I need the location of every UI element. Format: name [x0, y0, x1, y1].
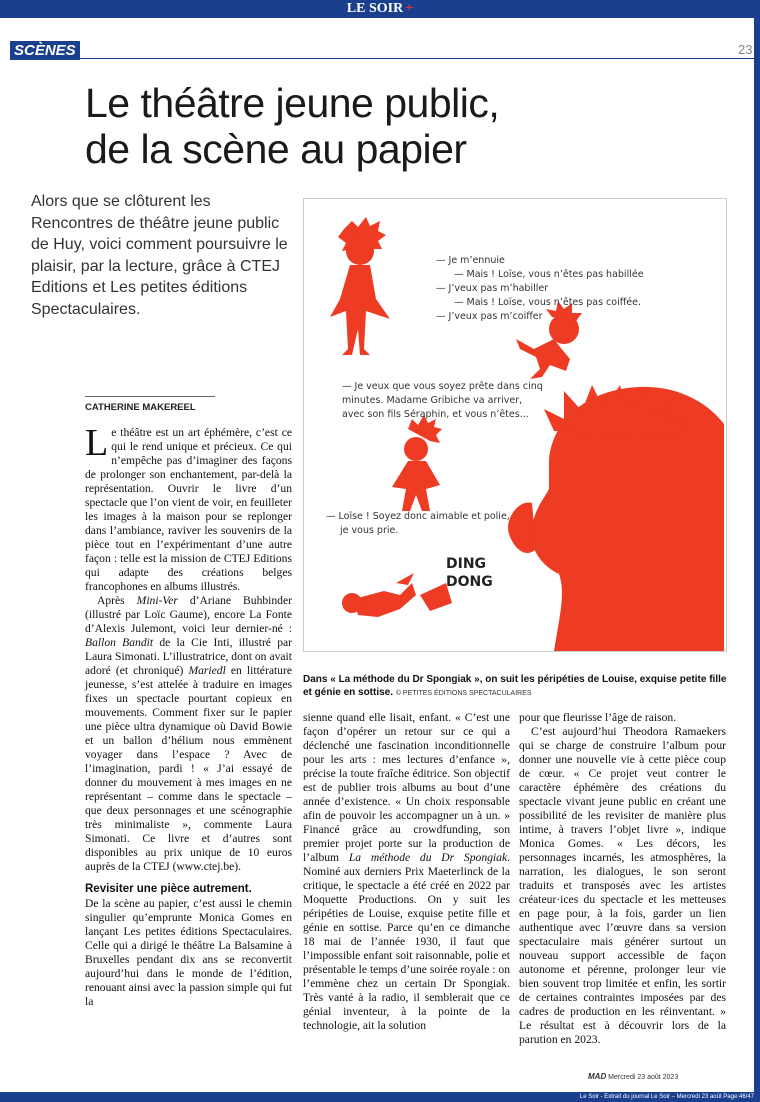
dialog-line: — J’veux pas m’coiffer	[436, 311, 543, 322]
issue-date: Mercredi 23 août 2023	[608, 1074, 679, 1081]
magazine-footer	[588, 1072, 678, 1081]
dialog-line: — J’veux pas m’habiller	[436, 283, 549, 294]
paragraph: sienne quand elle lisait, enfant. « C’est une façon d’opérer un retour sur ce qui a déclenché une fascination inconditionnelle pour les arts : mes lectures d’enfance », précise la toute fraîche éditrice. Son objectif est de publier trois albums au bout d’une année d’existence. « Un choix responsable afin de pouvoir les accompagner un à un. » Financé grâce au crowdfunding, son premier projet porte sur la production de l’album La méthode du Dr Spongiak. Nominé aux derniers Prix Maeterlinck de la critique, le spectacle a été créé en 2022 par Moquette Productions. On y suit les péripéties de Louise, exquise petite fille et génie en sottise. Parce qu’en ce dimanche 18 mai de l’année 1930, il faut que l’impossible enfant soit raisonnable, polie et présentable le temps d’une soirée royale : on l’emmène chez un certain Dr Spongiak. Très vanté à la radio, il semblerait que ce génial inventeur, à la pointe de la technologie, ait la solution	[303, 711, 511, 1032]
title-line-1: Le théâtre jeune public,	[85, 80, 500, 126]
byline-rule	[85, 396, 215, 397]
girl-standing-figure	[330, 217, 390, 355]
caption-credit: © PETITES ÉDITIONS SPECTACULAIRES	[395, 690, 532, 697]
dialog-block-2	[342, 381, 543, 420]
dialog-block-1	[436, 255, 644, 322]
section-rule	[78, 58, 754, 59]
dialog-line: minutes. Madame Gribiche va arriver,	[342, 395, 523, 406]
dialog-line: — Je m’ennuie	[436, 255, 505, 266]
article-title	[85, 80, 705, 172]
article-illustration	[303, 198, 727, 652]
drop-cap: L	[85, 422, 109, 464]
subheading: Revisiter une pièce autrement.	[85, 883, 252, 895]
illustration-svg	[304, 199, 726, 651]
newspaper-brand: LE SOIR	[346, 1, 404, 16]
dialog-block-3	[326, 511, 510, 536]
sound-word: DING	[446, 556, 487, 572]
girl-falling-figure	[342, 573, 452, 617]
girl-posing-figure	[392, 415, 442, 511]
dialog-line: — Mais ! Loïse, vous n’êtes pas habillée	[454, 269, 644, 280]
article-column-1	[85, 422, 292, 1009]
caption-text: Dans « La méthode du Dr Spongiak », on suit les péripéties de Louise, exquise petite fille et génie en sottise.	[303, 674, 727, 698]
sound-effect	[446, 556, 493, 590]
plus-icon: +	[405, 1, 414, 16]
dialog-line: je vous prie.	[340, 525, 399, 536]
paragraph: De la scène au papier, c’est aussi le chemin singulier qu’emprunte Monica Gomes en lançant Les petites éditions Spectaculaires. Celle qui a dirigé le théâtre La Balsamine à Bruxelles pendant dix ans se reconvertit aujourd’hui dans le monde de l’édition, renouant ainsi avec la passion simple qui fut la	[85, 897, 292, 1008]
magazine-logo: MAD	[588, 1072, 607, 1081]
section-label: SCÈNES	[10, 41, 80, 60]
newspaper-page	[0, 18, 754, 1092]
newspaper-header-bar	[0, 0, 760, 18]
paragraph: Après Mini-Ver d’Ariane Buhbinder (illustré par Loïc Gaume), encore La Fonte d’Alexis Julemont, voici leur dernier-né : Ballon Bandit de la Cie Inti, illustré par Laura Simonati. L’illustratrice, dont on avait adoré (et chroniqué) Mariedl en littérature jeunesse, s’est attelée à traduire en images fixes un spectacle pourtant copieux en mouvements. Comment fixer sur le papier une pièce ultra dynamique où David Bowie et un ballon d’hélium nous emmènent voyager dans l’espace ? Avec de l’imagination, pardi ! « J’ai essayé de donner du mouvement à mes images en ne représentant – comme dans le spectacle – que deux personnages et une scénographie très minimaliste », commente Laura Simonati. Ce livre et d’autres sont disponibles au prix unique de 10 euros auprès de la CTEJ (www.ctej.be).	[85, 594, 292, 873]
sound-word: DONG	[446, 574, 493, 590]
paragraph: pour que fleurisse l’âge de raison.	[519, 711, 677, 724]
article-lead: Alors que se clôturent les Rencontres de théâtre jeune public de Huy, voici comment poursuivre le plaisir, par la lecture, grâce à CTEJ Editions et Les petites éditions Spectaculaires.	[31, 193, 288, 318]
byline: CATHERINE MAKEREEL	[85, 402, 196, 413]
footer-strip: Le Soir - Extrait du journal Le Soir – Mercredi 23 août Page:46/47	[0, 1092, 760, 1102]
paragraph: C’est aujourd’hui Theodora Ramaekers qui se charge de construire l’album pour donner une nouvelle vie à cette pièce coup de cœur. « Ce projet veut contrer le caractère éphémère des créations du spectacle vivant jeune public en créant une possibilité de les revisiter de manière plus intime, à travers l’objet livre », indique Monica Gomes. « Les décors, les personnages incarnés, les atmosphères, la narration, les dialogues, le son seront traduits et transposés avec les artistes créateur·ices du spectacle et les metteuses en page pour, à la fois, garder un lien authentique avec l’œuvre dans sa version spectaculaire mais générer surtout un nouveau support accessible de façon autonome et pérenne, prolonger leur vie bien souvent trop limitée et enfin, les sortir de certaines contraintes imposées par des cadres de production en les réinventant. » Le résultat est à découvrir lors de la parution en 2023.	[519, 725, 726, 1046]
title-line-2: de la scène au papier	[85, 126, 467, 172]
article-column-3	[519, 711, 726, 1047]
large-child-head-figure	[508, 385, 724, 651]
dialog-line: avec son fils Séraphin, et vous n’êtes...	[342, 409, 529, 420]
illustration-caption	[303, 673, 733, 700]
dialog-line: — Mais ! Loïse, vous n’êtes pas coiffée.	[454, 297, 641, 308]
dialog-line: — Loïse ! Soyez donc aimable et polie,	[326, 511, 510, 522]
article-column-2	[303, 711, 510, 1033]
paragraph: Le théâtre est un art éphémère, c’est ce qui le rend unique et précieux. Ce qui n’empêche pas d’imaginer des façons de prolonger son enchantement, par-delà la représentation. Ouvrir le livre d’un spectacle que l’on vient de voir, en feuilleter les images à la maison pour se replonger dans l’ambiance, raviver les souvenirs de la pièce tout en l’expérimentant d’une autre façon : telle est la mission de CTEJ Editions qui adapte des créations belges francophones en albums illustrés.	[85, 422, 292, 593]
page-number: 23	[738, 42, 753, 57]
dialog-line: — Je veux que vous soyez prête dans cinq	[342, 381, 543, 392]
